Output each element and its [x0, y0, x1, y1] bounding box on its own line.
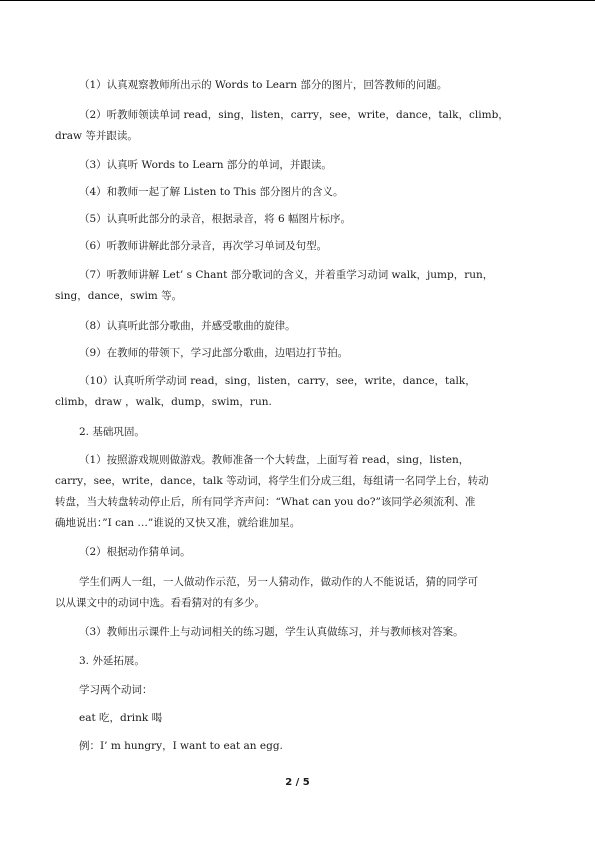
- text-line: 学生们两人一组，一人做动作示范，另一人猜动作，做动作的人不能说话，猜的同学可: [79, 576, 478, 588]
- text-line: （2）根据动作猜单词。: [79, 546, 191, 558]
- paragraph-step-6: [55, 236, 543, 257]
- paragraph-pair-work: [55, 572, 543, 614]
- text-line: （1）按照游戏规则做游戏。教师准备一个大转盘，上面写着 read，sing，listen，: [79, 454, 470, 466]
- section-heading-extension: [55, 651, 543, 672]
- text-line: （2）听教师领读单词 read，sing，listen，carry，see，write，dance，talk，climb，: [79, 109, 509, 121]
- paragraph-step-1: [55, 75, 543, 96]
- paragraph-step-2: [55, 105, 543, 147]
- paragraph-guess-word: [55, 542, 543, 563]
- paragraph-step-7: [55, 265, 543, 307]
- text-line: （10）认真听所学动词 read，sing，listen，carry，see，write，dance，talk，: [79, 375, 476, 387]
- paragraph-step-3: [55, 155, 543, 176]
- text-line: （5）认真听此部分的录音，根据录音，将 6 幅图片标序。: [79, 213, 352, 225]
- text-line: eat 吃，drink 喝: [79, 712, 163, 724]
- paragraph-exercise: [55, 622, 543, 643]
- text-line: carry，see，write，dance，talk 等动词，将学生们分成三组，每组请一名同学上台，转动: [55, 475, 489, 487]
- text-line: （6）听教师讲解此部分录音，再次学习单词及句型。: [79, 240, 328, 252]
- page-number: 2 / 5: [285, 777, 310, 788]
- text-line: （1）认真观察教师所出示的 Words to Learn 部分的图片，回答教师的问题。: [79, 79, 448, 91]
- paragraph-step-8: [55, 316, 543, 337]
- paragraph-learn-verbs: [55, 680, 543, 701]
- text-line: 3. 外延拓展。: [79, 655, 145, 667]
- text-line: 例：I’ m hungry，I want to eat an egg.: [79, 740, 283, 752]
- paragraph-example: [55, 736, 543, 757]
- text-line: （3）认真听 Words to Learn 部分的单词，并跟读。: [79, 159, 332, 171]
- text-line: （4）和教师一起了解 Listen to This 部分图片的含义。: [79, 186, 344, 198]
- text-line: （8）认真听此部分歌曲，并感受歌曲的旋律。: [79, 320, 296, 332]
- text-line: draw 等并跟读。: [55, 130, 138, 142]
- paragraph-step-5: [55, 209, 543, 230]
- text-line: 学习两个动词：: [79, 684, 153, 696]
- paragraph-vocab: [55, 708, 543, 729]
- paragraph-game: [55, 450, 543, 534]
- text-line: 确地说出：”I can …”谁说的又快又准，就给谁加星。: [55, 517, 301, 529]
- text-line: （7）听教师讲解 Let’ s Chant 部分歌词的含义，并着重学习动词 walk，jump，run，: [79, 269, 494, 281]
- text-line: （3）教师出示课件上与动词相关的练习题，学生认真做练习，并与教师核对答案。: [79, 626, 464, 638]
- text-line: climb，draw ，walk，dump，swim，run.: [55, 396, 272, 408]
- text-line: sing，dance，swim 等。: [55, 290, 183, 302]
- text-line: 以从课文中的动词中选。看看猜对的有多少。: [55, 597, 265, 609]
- section-heading-consolidation: [55, 422, 543, 443]
- text-line: 转盘，当大转盘转动停止后，所有同学齐声问：“What can you do?”该同学必须流利、准: [55, 496, 476, 508]
- text-line: 2. 基础巩固。: [79, 426, 145, 438]
- paragraph-step-9: [55, 343, 543, 364]
- paragraph-step-10: [55, 371, 543, 413]
- paragraph-step-4: [55, 182, 543, 203]
- text-line: （9）在教师的带领下，学习此部分歌曲，边唱边打节拍。: [79, 347, 349, 359]
